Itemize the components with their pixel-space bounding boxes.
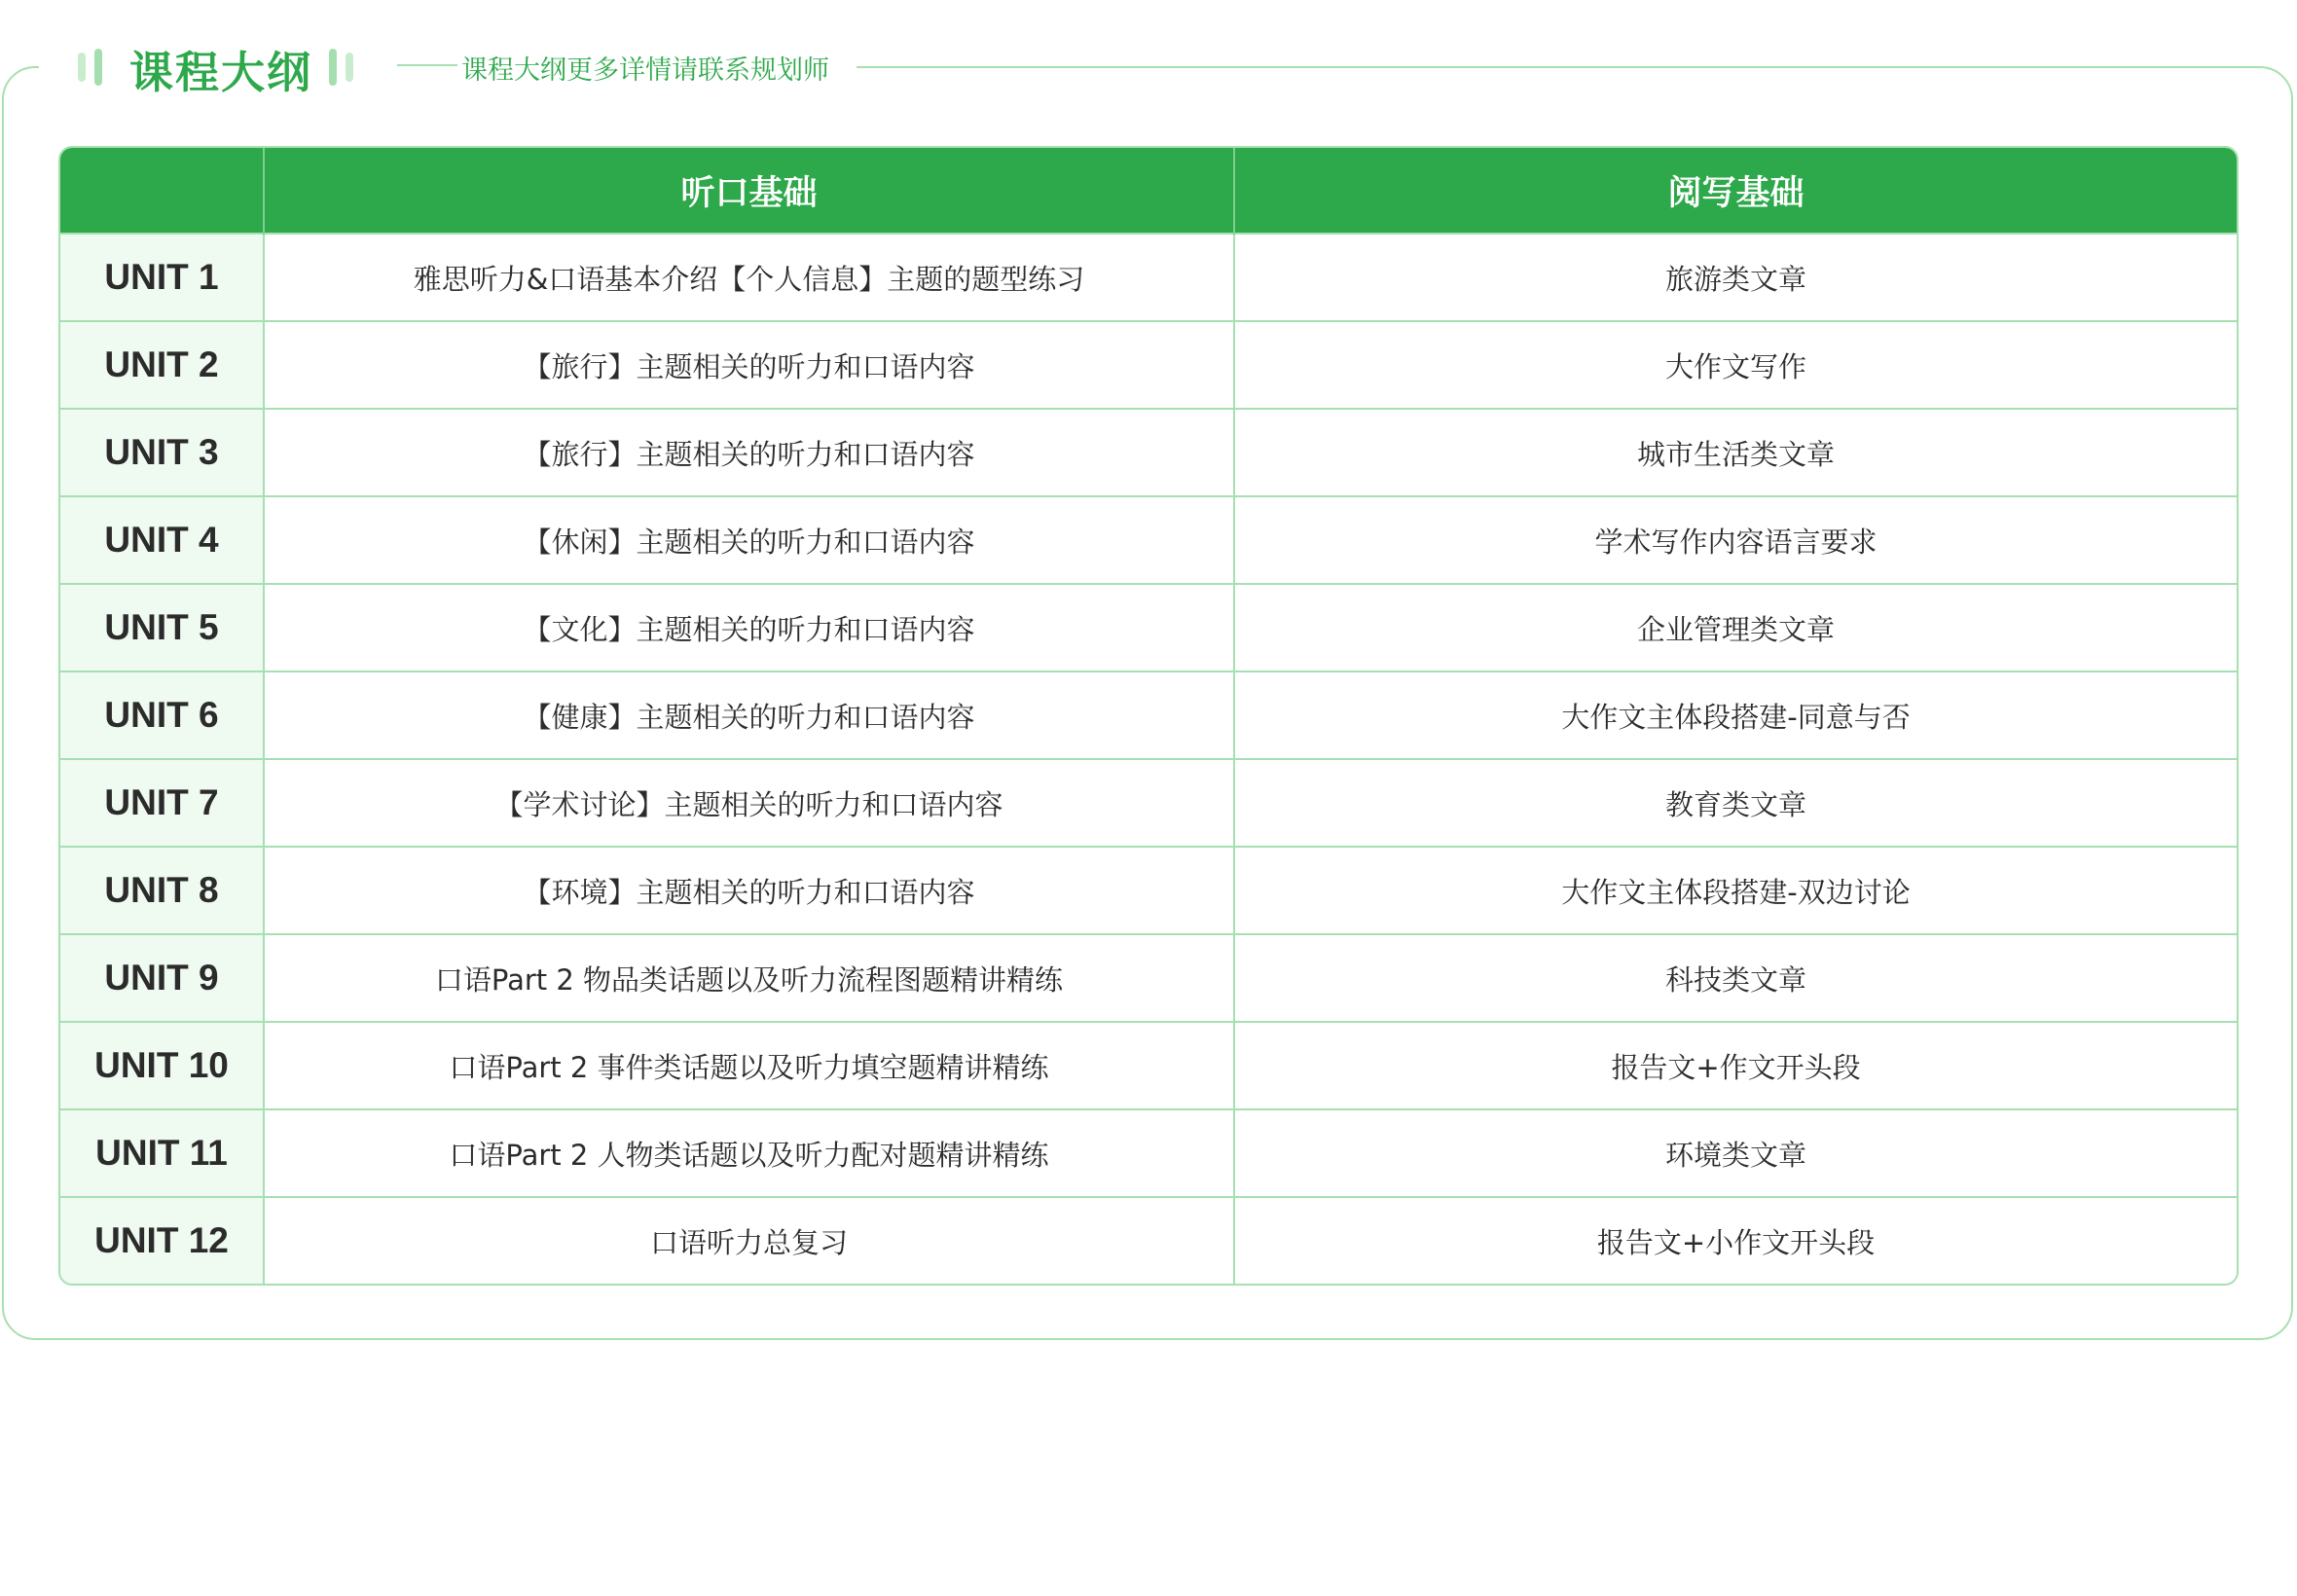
table-row [60,1197,2237,1284]
unit-cell: UNIT 4 [60,496,264,584]
reading-cell: 报告文+作文开头段 [1234,1022,2237,1109]
unit-cell: UNIT 5 [60,584,264,671]
table-row [60,759,2237,847]
subtitle-divider [397,64,457,66]
listening-cell: 【休闲】主题相关的听力和口语内容 [264,496,1234,584]
unit-cell: UNIT 2 [60,321,264,409]
table-row [60,496,2237,584]
reading-cell: 科技类文章 [1234,934,2237,1022]
table-row [60,409,2237,496]
header-listening-speaking: 听口基础 [264,148,1234,234]
unit-cell: UNIT 12 [60,1197,264,1284]
listening-cell: 【学术讨论】主题相关的听力和口语内容 [264,759,1234,847]
header-reading-writing: 阅写基础 [1234,148,2237,234]
reading-cell: 大作文主体段搭建-同意与否 [1234,671,2237,759]
table-row [60,234,2237,321]
title-decoration-left [78,49,102,86]
table-row [60,847,2237,934]
unit-cell: UNIT 11 [60,1109,264,1197]
subtitle: 课程大纲更多详情请联系规划师 [461,55,829,86]
listening-cell: 雅思听力&口语基本介绍【个人信息】主题的题型练习 [264,234,1234,321]
listening-cell: 口语Part 2 物品类话题以及听力流程图题精讲精练 [264,934,1234,1022]
unit-cell: UNIT 1 [60,234,264,321]
reading-cell: 教育类文章 [1234,759,2237,847]
listening-cell: 口语Part 2 人物类话题以及听力配对题精讲精练 [264,1109,1234,1197]
unit-cell: UNIT 6 [60,671,264,759]
page-title: 课程大纲 [129,47,313,98]
listening-cell: 【文化】主题相关的听力和口语内容 [264,584,1234,671]
reading-cell: 环境类文章 [1234,1109,2237,1197]
table-header-row [60,148,2237,234]
syllabus-table [58,146,2239,1286]
table-row [60,671,2237,759]
table-row [60,934,2237,1022]
reading-cell: 大作文主体段搭建-双边讨论 [1234,847,2237,934]
reading-cell: 城市生活类文章 [1234,409,2237,496]
listening-cell: 【旅行】主题相关的听力和口语内容 [264,409,1234,496]
unit-cell: UNIT 3 [60,409,264,496]
title-decoration-right [329,49,353,86]
reading-cell: 旅游类文章 [1234,234,2237,321]
reading-cell: 报告文+小作文开头段 [1234,1197,2237,1284]
reading-cell: 大作文写作 [1234,321,2237,409]
listening-cell: 【环境】主题相关的听力和口语内容 [264,847,1234,934]
table-row [60,321,2237,409]
unit-cell: UNIT 9 [60,934,264,1022]
reading-cell: 企业管理类文章 [1234,584,2237,671]
header-unit [60,148,264,234]
unit-cell: UNIT 7 [60,759,264,847]
unit-cell: UNIT 8 [60,847,264,934]
listening-cell: 【健康】主题相关的听力和口语内容 [264,671,1234,759]
table-row [60,1109,2237,1197]
unit-cell: UNIT 10 [60,1022,264,1109]
listening-cell: 口语Part 2 事件类话题以及听力填空题精讲精练 [264,1022,1234,1109]
table-row [60,584,2237,671]
listening-cell: 口语听力总复习 [264,1197,1234,1284]
listening-cell: 【旅行】主题相关的听力和口语内容 [264,321,1234,409]
reading-cell: 学术写作内容语言要求 [1234,496,2237,584]
table-row [60,1022,2237,1109]
